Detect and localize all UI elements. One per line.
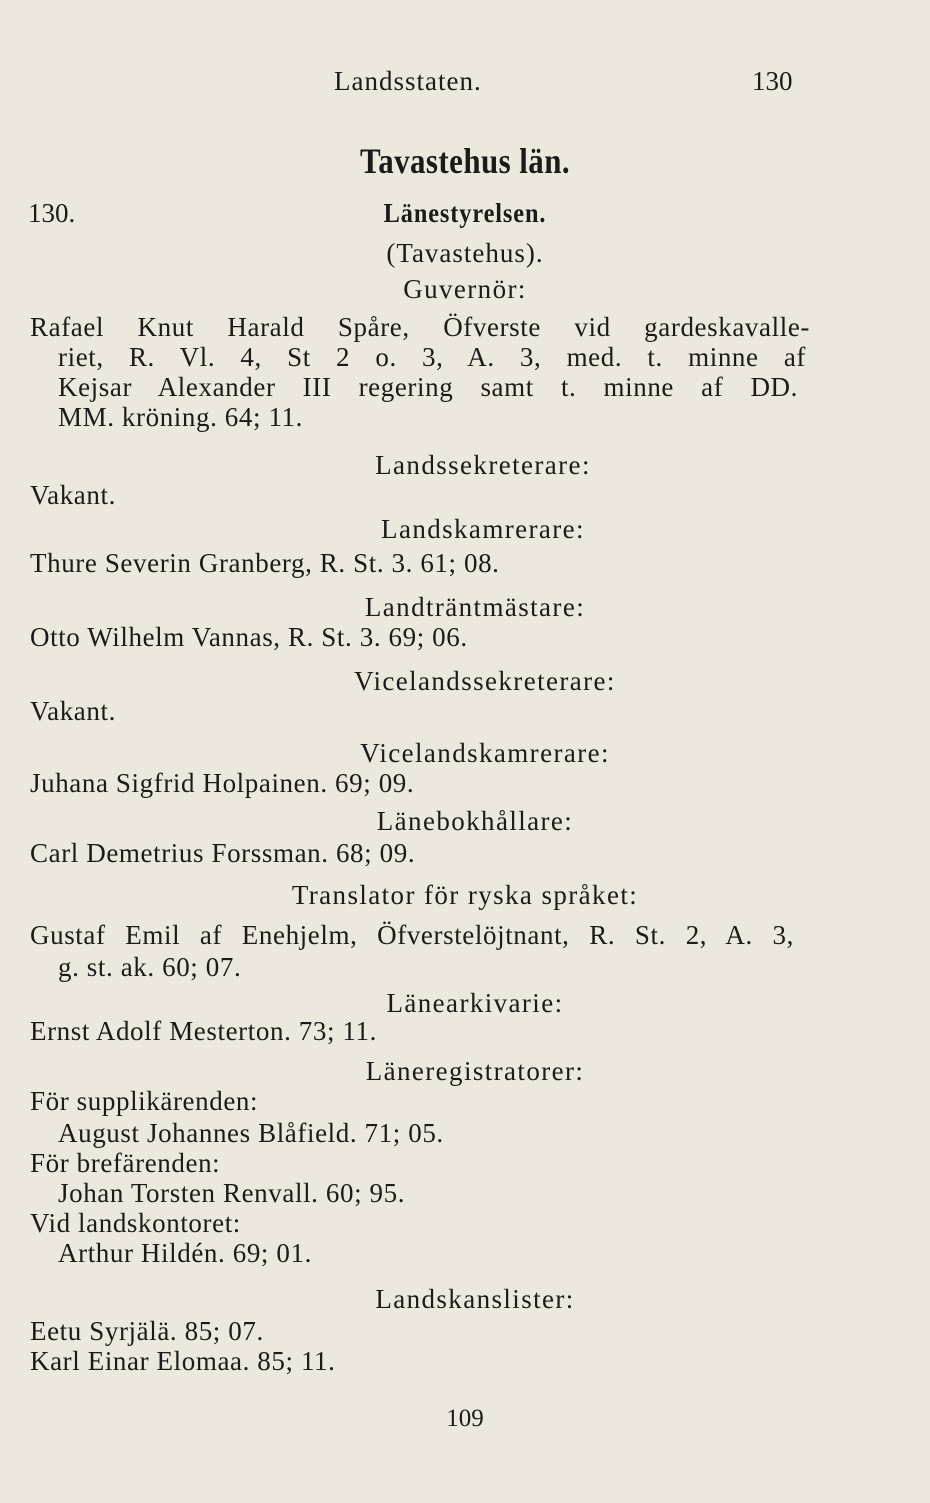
section-name: Länestyrelsen. (383, 198, 547, 228)
heading-landskanslister: Landskanslister: (375, 1284, 575, 1314)
heading-lanearkivarie: Länearkivarie: (386, 988, 564, 1018)
translator-line-2: g. st. ak. 60; 07. (58, 952, 242, 982)
page-title: Tavastehus län. (359, 141, 571, 181)
heading-translator: Translator för ryska språket: (291, 880, 639, 910)
laneregistratorer-line-1: August Johannes Blåfield. 71; 05. (58, 1118, 444, 1148)
section-number: 130. (28, 198, 76, 228)
laneregistratorer-subheading-2: För brefärenden: (30, 1148, 221, 1178)
lanearkivarie-line-1: Ernst Adolf Mesterton. 73; 11. (30, 1016, 377, 1046)
heading-vicelandskamrerare: Vicelandskamrerare: (360, 738, 610, 768)
running-head-page-number: 130 (752, 66, 793, 96)
laneregistratorer-line-3: Arthur Hildén. 69; 01. (58, 1238, 312, 1268)
landskanslister-line-1: Eetu Syrjälä. 85; 07. (30, 1316, 264, 1346)
footer-page-number: 109 (446, 1405, 484, 1432)
landskamrerare-line-1: Thure Severin Granberg, R. St. 3. 61; 08. (30, 548, 500, 578)
landskanslister-line-2: Karl Einar Elomaa. 85; 11. (30, 1346, 336, 1376)
vicelandskamrerare-line-1: Juhana Sigfrid Holpainen. 69; 09. (30, 768, 415, 798)
translator-line-1: Gustaf Emil af Enehjelm, Öfverstelöjtnant, R. St. 2, A. 3, (30, 920, 794, 950)
laneregistratorer-subheading-3: Vid landskontoret: (30, 1208, 241, 1238)
heading-landtrantmastare: Landträntmästare: (364, 592, 586, 622)
heading-landskamrerare: Landskamrerare: (381, 514, 585, 544)
guvernor-line-4: MM. kröning. 64; 11. (58, 402, 304, 432)
vicelandssekreterare-line-1: Vakant. (30, 696, 116, 726)
section-place: (Tavastehus). (386, 238, 544, 268)
laneregistratorer-subheading-1: För supplikärenden: (30, 1086, 259, 1116)
running-head-title: Landsstaten. (334, 66, 482, 96)
landtrantmastare-line-1: Otto Wilhelm Vannas, R. St. 3. 69; 06. (30, 622, 468, 652)
heading-vicelandssekreterare: Vicelandssekreterare: (354, 666, 616, 696)
landssekreterare-line-1: Vakant. (30, 480, 116, 510)
running-head (0, 66, 930, 102)
guvernor-line-1: Rafael Knut Harald Spåre, Öfverste vid gardeskavalle- (30, 312, 810, 342)
heading-laneregistratorer: Läneregistratorer: (365, 1056, 585, 1086)
laneregistratorer-line-2: Johan Torsten Renvall. 60; 95. (58, 1178, 406, 1208)
lanebokhallare-line-1: Carl Demetrius Forssman. 68; 09. (30, 838, 416, 868)
heading-guvernor: Guvernör: (403, 274, 527, 304)
heading-lanebokhallare: Länebokhållare: (376, 806, 574, 836)
guvernor-line-2: riet, R. Vl. 4, St 2 o. 3, A. 3, med. t. minne af (58, 342, 806, 372)
heading-landssekreterare: Landssekreterare: (375, 450, 591, 480)
guvernor-line-3: Kejsar Alexander III regering samt t. minne af DD. (58, 372, 798, 402)
